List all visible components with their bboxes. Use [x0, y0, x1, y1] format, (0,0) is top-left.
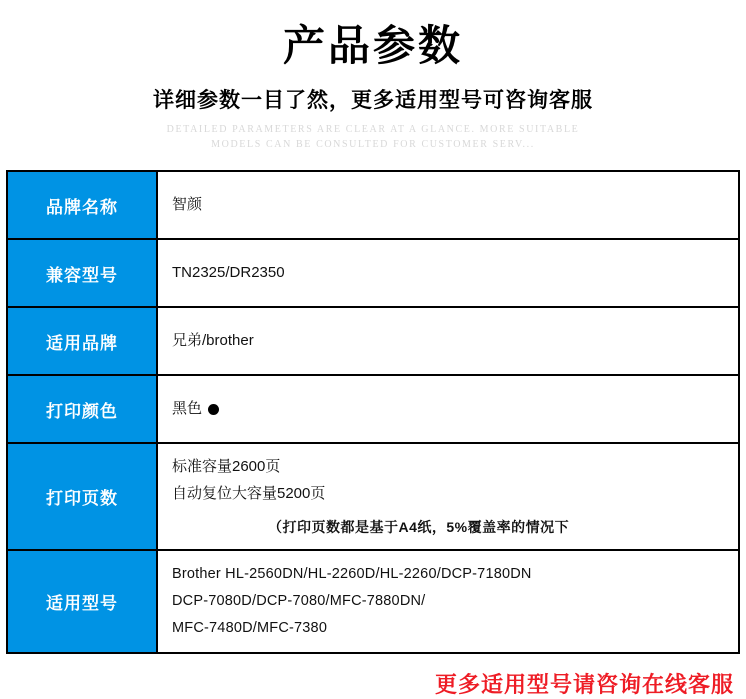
row-value-brand-name: 智颜: [172, 196, 203, 214]
applicable-models-line1: Brother HL-2560DN/HL-2260D/HL-2260/DCP-7180DN: [172, 566, 532, 583]
print-color-text: 黑色: [172, 400, 203, 418]
row-value-applicable-models: [157, 550, 739, 652]
print-pages-line2: 自动复位大容量5200页: [172, 484, 326, 502]
latin-subtitle-line1: DETAILED PARAMETERS ARE CLEAR AT A GLANCE. MORE SUITABLE: [166, 124, 580, 136]
row-label-compatible-model: 兼容型号: [7, 239, 157, 307]
print-pages-note: （打印页数都是基于A4纸，5%覆盖率的情况下: [268, 518, 570, 535]
row-value-compatible-model: TN2325/DR2350: [172, 264, 285, 282]
latin-subtitle: [0, 122, 746, 152]
applicable-models-line2: DCP-7080D/DCP-7080/MFC-7880DN/: [172, 593, 426, 610]
page-header: [0, 0, 746, 152]
row-label-brand-name: 品牌名称: [7, 171, 157, 239]
row-value-applicable-brand: 兄弟/brother: [172, 332, 254, 350]
black-color-swatch-icon: [208, 404, 219, 415]
row-value-print-pages: [157, 443, 739, 550]
table-row: [7, 239, 739, 307]
row-label-print-color: 打印颜色: [7, 375, 157, 443]
row-value-print-color: [157, 375, 739, 443]
row-label-print-pages: 打印页数: [7, 443, 157, 550]
page-subtitle: 详细参数一目了然，更多适用型号可咨询客服: [153, 89, 593, 113]
latin-subtitle-line2: MODELS CAN BE CONSULTED FOR CUSTOMER SERV...: [211, 139, 535, 151]
row-label-applicable-brand: 适用品牌: [7, 307, 157, 375]
row-label-applicable-models: 适用型号: [7, 550, 157, 652]
table-row: [7, 443, 739, 550]
print-pages-line1: 标准容量2600页: [172, 458, 281, 476]
contact-service-cta: 更多适用型号请咨询在线客服: [434, 671, 734, 697]
page-title: 产品参数: [282, 22, 463, 69]
table-row: [7, 375, 739, 443]
table-row: [7, 550, 739, 652]
applicable-models-line3: MFC-7480D/MFC-7380: [172, 619, 328, 636]
table-row: [7, 171, 739, 239]
spec-table: [6, 170, 740, 653]
table-row: [7, 307, 739, 375]
